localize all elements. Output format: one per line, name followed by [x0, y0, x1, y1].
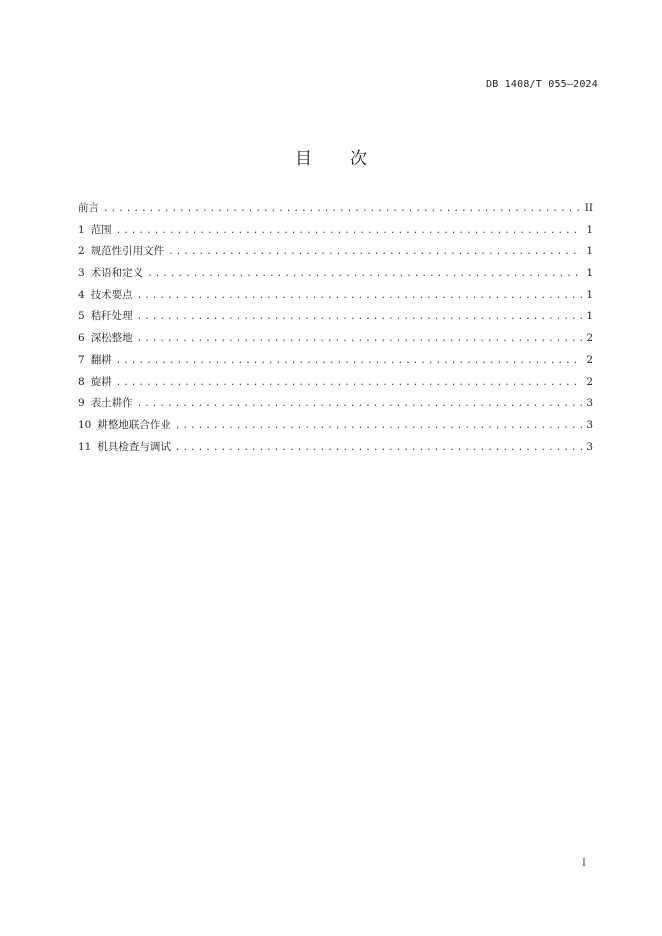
toc-entry-page: 2 — [586, 332, 593, 345]
toc-entry-page: 3 — [586, 397, 593, 410]
toc-leader-dots — [147, 264, 582, 286]
toc-entry-number: 6 — [78, 332, 85, 345]
toc-entry-page: 3 — [586, 418, 593, 431]
toc-entry-9[interactable] — [78, 393, 593, 415]
toc-entry-page: II — [584, 202, 593, 214]
toc-entry-label: 翻耕 — [90, 353, 112, 366]
toc-entry-number: 8 — [78, 375, 85, 388]
toc-entry-8[interactable] — [78, 372, 593, 394]
toc-leader-dots — [103, 199, 581, 221]
page-number: I — [582, 858, 586, 869]
toc-entry-number: 1 — [78, 223, 85, 236]
toc-entry-label: 术语和定义 — [90, 267, 144, 280]
toc-leader-dots — [168, 242, 582, 264]
toc-leader-dots — [175, 416, 582, 438]
toc-entry-label: 耕整地联合作业 — [97, 418, 171, 431]
toc-entry-11[interactable] — [78, 437, 593, 459]
toc-entry-label: 范围 — [90, 223, 112, 236]
toc-entry-page: 1 — [586, 223, 593, 236]
toc-entry-1[interactable] — [78, 220, 593, 242]
toc-leader-dots — [137, 307, 583, 329]
toc-entry-number: 7 — [78, 353, 85, 366]
toc-entry-foreword[interactable] — [78, 198, 593, 220]
toc-entry-number: 10 — [78, 418, 92, 431]
toc-entry-label: 规范性引用文件 — [90, 245, 165, 258]
toc-entry-number: 3 — [78, 267, 85, 280]
toc-entry-3[interactable] — [78, 263, 593, 285]
toc-entry-page: 1 — [586, 310, 593, 323]
toc-title — [0, 144, 662, 169]
toc-title-right: 次 — [350, 149, 367, 169]
toc-entry-number: 4 — [78, 288, 85, 301]
toc-title-left: 目 — [295, 149, 312, 169]
document-id: DB 1408/T 055—2024 — [486, 79, 598, 90]
toc-entry-label: 旋耕 — [90, 375, 112, 388]
toc-entry-page: 2 — [586, 353, 593, 366]
toc-entry-number: 2 — [78, 245, 85, 258]
toc-entry-number: 5 — [78, 310, 85, 323]
toc-entry-number: 11 — [78, 440, 92, 453]
toc-entry-2[interactable] — [78, 241, 593, 263]
toc-entry-label: 秸秆处理 — [90, 310, 133, 323]
toc-list — [78, 198, 593, 458]
toc-entry-6[interactable] — [78, 328, 593, 350]
toc-entry-label: 技术要点 — [90, 288, 133, 301]
toc-leader-dots — [137, 394, 583, 416]
toc-entry-page: 2 — [586, 375, 593, 388]
toc-entry-4[interactable] — [78, 285, 593, 307]
toc-entry-10[interactable] — [78, 415, 593, 437]
toc-entry-label: 深松整地 — [90, 332, 133, 345]
toc-entry-label: 机具检查与调试 — [97, 440, 171, 453]
toc-leader-dots — [137, 329, 583, 351]
toc-leader-dots — [175, 438, 582, 460]
toc-entry-label: 表土耕作 — [90, 397, 133, 410]
toc-leader-dots — [137, 286, 583, 308]
toc-leader-dots — [116, 351, 583, 373]
toc-entry-5[interactable] — [78, 306, 593, 328]
toc-entry-page: 1 — [586, 288, 593, 301]
toc-entry-label: 前言 — [78, 202, 99, 214]
toc-entry-page: 1 — [586, 245, 593, 258]
toc-leader-dots — [116, 373, 583, 395]
toc-entry-number: 9 — [78, 397, 85, 410]
toc-entry-page: 3 — [586, 440, 593, 453]
toc-leader-dots — [116, 221, 583, 243]
toc-entry-7[interactable] — [78, 350, 593, 372]
toc-entry-page: 1 — [586, 267, 593, 280]
